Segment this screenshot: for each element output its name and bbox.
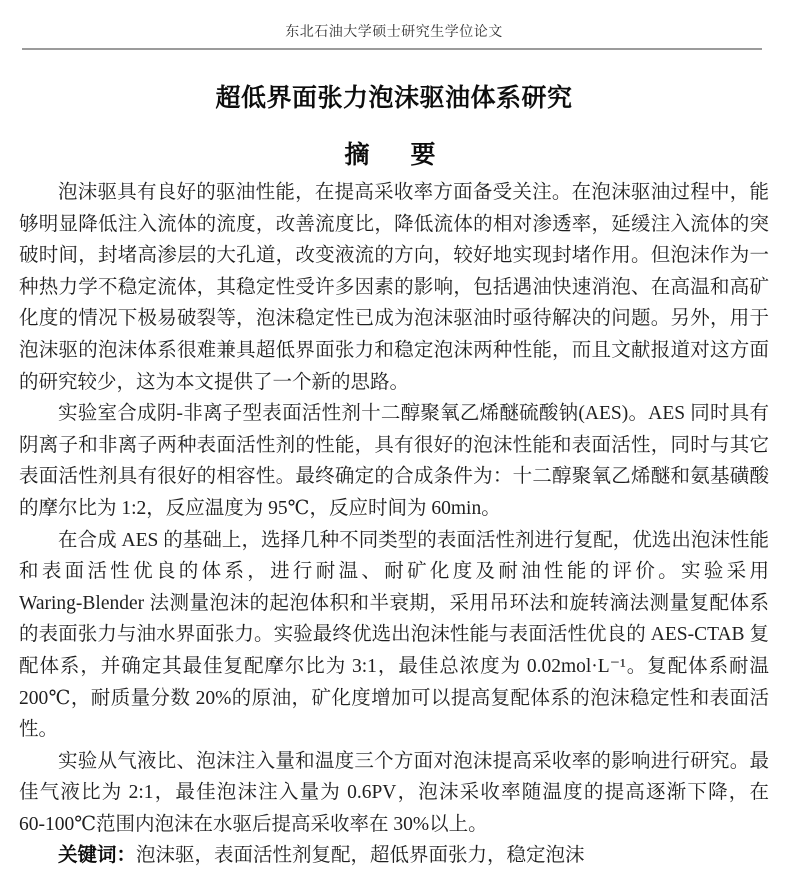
thesis-title: 超低界面张力泡沫驱油体系研究	[215, 84, 573, 112]
header-rule	[22, 48, 762, 50]
abstract-paragraph-4: 实验从气液比、泡沫注入量和温度三个方面对泡沫提高采收率的影响进行研究。最佳气液比为 2:1，最佳泡沫注入量为 0.6PV，泡沫采收率随温度的提高逐渐下降，在 60‑100℃范围内泡沫在水驱后提高采收率在 30%以上。	[19, 750, 769, 835]
keywords-line	[19, 840, 769, 872]
abstract-paragraph-1: 泡沫驱具有良好的驱油性能，在提高采收率方面备受关注。在泡沫驱油过程中，能够明显降低注入流体的流度，改善流度比，降低流体的相对渗透率，延缓注入流体的突破时间，封堵高渗层的大孔道，改变液流的方向，较好地实现封堵作用。但泡沫作为一种热力学不稳定流体，其稳定性受许多因素的影响，包括遇油快速消泡、在高温和高矿化度的情况下极易破裂等，泡沫稳定性已成为泡沫驱油时亟待解决的问题。另外，用于泡沫驱的泡沫体系很难兼具超低界面张力和稳定泡沫两种性能，而且文献报道对这方面的研究较少，这为本文提供了一个新的思路。	[19, 182, 769, 393]
abstract-paragraph-3: 在合成 AES 的基础上，选择几种不同类型的表面活性剂进行复配，优选出泡沫性能和表面活性优良的体系，进行耐温、耐矿化度及耐油性能的评价。实验采用 Waring‑Blender 法测量泡沫的起泡体积和半衰期，采用吊环法和旋转滴法测量复配体系的表面张力与油水界面张力。实验最终优选出泡沫性能与表面活性优良的 AES‑CTAB 复配体系，并确定其最佳复配摩尔比为 3:1，最佳总浓度为 0.02mol·L⁻¹。复配体系耐温 200℃，耐质量分数 20%的原油，矿化度增加可以提高复配体系的泡沫稳定性和表面活性。	[19, 529, 769, 741]
abstract-heading: 摘 要	[344, 141, 444, 169]
keywords-text: 泡沫驱，表面活性剂复配，超低界面张力，稳定泡沫	[136, 845, 585, 867]
thesis-header: 东北石油大学硕士研究生学位论文	[285, 25, 503, 40]
keywords-label: 关键词：	[58, 845, 137, 867]
abstract-paragraph-2: 实验室合成阴-非离子型表面活性剂十二醇聚氧乙烯醚硫酸钠(AES)。AES 同时具有阴离子和非离子两种表面活性剂的性能，具有很好的泡沫性能和表面活性，同时与其它表面活性剂具有很好的相容性。最终确定的合成条件为：十二醇聚氧乙烯醚和氨基磺酸的摩尔比为 1:2，反应温度为 95℃，反应时间为 60min。	[19, 403, 769, 519]
abstract-body	[19, 177, 769, 872]
